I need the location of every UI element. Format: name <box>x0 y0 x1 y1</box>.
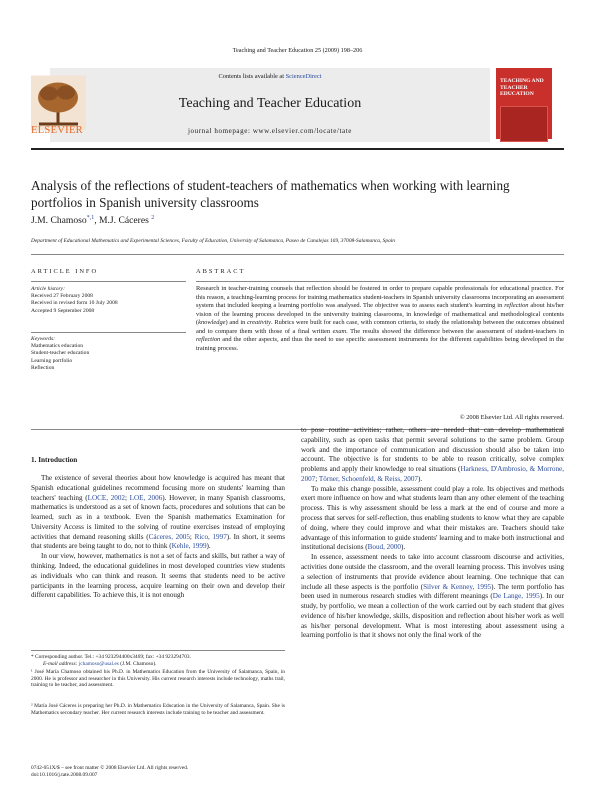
citation-link[interactable]: Cáceres, 2005 <box>148 532 190 541</box>
citation-link[interactable]: Kehle, 1999 <box>171 542 207 551</box>
abstract-text <box>196 285 564 353</box>
paragraph <box>31 474 285 552</box>
cover-title: TEACHING AND TEACHER EDUCATION <box>500 78 544 98</box>
text-run: ; <box>189 532 195 541</box>
history-item: Received 27 February 2008 <box>31 293 93 300</box>
journal-cover-thumbnail <box>496 68 552 139</box>
affiliation: Department of Educational Mathematics and Experimental Sciences, Faculty of Education, University of Salamanca, Paseo de Canalejas 169, 37008-Salamanca, Spain <box>31 238 395 244</box>
text-run: ). <box>418 474 423 483</box>
body-column-right <box>301 426 564 641</box>
text-run: ). The term portfolio has been used in numerous research studies with different meanings ( <box>301 582 565 601</box>
article-history <box>31 286 186 315</box>
author-list <box>31 215 154 226</box>
citation-link[interactable]: LOCE, 2002 <box>87 493 125 502</box>
footnote-rule <box>31 650 285 651</box>
citation-link[interactable]: Harkness, D'Ambrosio, & Morrone, 2007 <box>301 465 565 483</box>
text-run: To make this change possible, assessment could play a role. Its objectives and methods exert more influence on how and what students learn than any other element of the teaching process. This is why assessment should be less a mark at the end of course and more a process that serves for self-reflection, thus enabling students to know what they are capable of doing, where they could improve and what their mistakes are. Teachers should take advantage of this information to guide students' learning and to make both instructional and institutional decisions ( <box>301 484 564 552</box>
text-run: ; <box>124 493 130 502</box>
citation-link[interactable]: Boud, 2000 <box>367 543 401 552</box>
keyword: Mathematics education <box>31 343 84 350</box>
citation-link[interactable]: De Lange, 1995 <box>492 592 540 601</box>
text-run: ). In short, it seems that students are being taught to do, not to think ( <box>31 532 285 551</box>
doi-line[interactable]: doi:10.1016/j.tate.2008.09.007 <box>31 772 98 779</box>
journal-title: Teaching and Teacher Education <box>178 96 362 111</box>
abstract-segment: . The results showed the difference between the assessment of student-teachers in <box>346 327 564 335</box>
text-run: ; <box>315 474 319 483</box>
info-divider <box>31 332 186 333</box>
abstract-heading: ABSTRACT <box>196 268 246 275</box>
footnote: ¹ José María Chamoso obtained his Ph.D. in Mathematics Education from the University of Salamanca, Spain, in 2000. He is professor and researcher in this University. His current research interests include technology, maths trail, training to be teacher, and assessment. <box>31 669 285 689</box>
text-run: ). However, in many Spanish classrooms, mathematics is understood as a set of known facts, procedures and solutions that can be learned, such as in a textbook. Even the Spanish mathematics Examination for University Access is limited to the solving of routine exercises instead of employing activities that demand reasoning skills ( <box>31 493 286 541</box>
abstract-emphasis: exam <box>332 327 347 335</box>
abstract-rule <box>196 281 564 282</box>
text-run: The existence of several theories about how knowledge is acquired has meant that Spanish educational guidelines recommend focusing more on students' learning than teachers' teaching ( <box>31 474 285 502</box>
paragraph: In our view, however, mathematics is not a set of facts and skills, but rather a way of thinking. Indeed, the educational guidelines in most developed countries view students as individuals who can think and reason. It seems that students need to be active participants in the learning process, acquire learning on their own and develop their different capabilities. To achieve this, it is not enough <box>31 552 285 600</box>
citation-link[interactable]: Törner, Schoenfeld, & Reiss, 2007 <box>318 474 418 483</box>
abstract-segment: about his/her vision of the learning process developed in the university training classrooms, in knowledge of mathematical and methodological contents ( <box>196 302 564 327</box>
keyword: Student-teacher education <box>31 350 90 357</box>
article-title: Analysis of the reflections of student-teachers of mathematics when working with learning portfolios in Spanish university classrooms <box>31 178 510 210</box>
citation-link[interactable]: Rico, 1997 <box>194 532 227 541</box>
journal-citation: Teaching and Teacher Education 25 (2009) 198–206 <box>232 47 363 54</box>
email-tail: (J.M. Chamoso). <box>118 661 157 667</box>
abstract-segment: and the other aspects, and thus the need to use specific assessment instruments for the different capabilities being developed in the training process. <box>196 336 564 352</box>
author-footnote-marker[interactable]: *,1 <box>86 215 95 221</box>
text-run: to pose routine activities; rather, others are needed that can develop mathematical capability, such as open tasks that permit several solutions to the same problem. Group work and the importance of communication and discussion should also be taken into account. The objective is for students to be able to reason critically, solve complex problems and apply their knowledge to real situations ( <box>301 426 564 474</box>
text-run: ). In our study, by portfolio, we mean a collection of the work carried out by each student that gives evidence of his/her knowledge, skills, disposition and reflection about his/her work as well as his/her personal development. What is most interesting about assessment using a learning portfolio is that it shows not only the final work of the <box>301 592 564 640</box>
abstract-segment: Research in teacher-training counsels that reflection should be fostered in order to prepare capable professionals for educational practice. For this reason, a teaching-learning process for training mathematics student-teachers in Spanish university classrooms incorporating an assessment system that included keeping a learning portfolio was analysed. The objective was to assess each student's learning in <box>196 285 564 310</box>
keywords-label: Keywords: <box>31 336 56 342</box>
keywords-block <box>31 336 186 372</box>
paragraph <box>301 553 564 641</box>
history-label: Article history: <box>31 286 66 292</box>
footnote: ² María José Cáceres is preparing her Ph.D. in Mathematics Education in the University of Salamanca, Spain. She is Mathematics secondary teacher. Her current research interests include training to be teacher and assessment. <box>31 703 285 716</box>
sciencedirect-link[interactable]: ScienceDirect <box>285 73 322 80</box>
keyword: Learning portfolio <box>31 357 73 364</box>
abstract-segment: . Rubrics were built for each case, with common criteria, to study the relationship between the outcomes obtained and to compare them with those of a final written <box>196 319 564 335</box>
history-item: Accepted 9 September 2008 <box>31 307 95 314</box>
article-info-heading: ARTICLE INFO <box>31 268 99 275</box>
journal-homepage[interactable]: journal homepage: www.elsevier.com/locate/tate <box>188 127 352 135</box>
abstract-segment: ) and in <box>225 319 248 327</box>
text-run: ). <box>206 542 211 551</box>
history-item: Received in revised form 10 July 2008 <box>31 300 118 307</box>
citation-link[interactable]: LOE, 2006 <box>129 493 163 502</box>
issn-block <box>31 765 188 780</box>
keyword: Reflection <box>31 364 55 371</box>
contents-line <box>50 73 490 80</box>
section-heading: 1. Introduction <box>31 456 78 464</box>
author-name: J.M. Chamoso <box>31 215 87 227</box>
abstract-copyright: © 2008 Elsevier Ltd. All rights reserved. <box>459 414 564 421</box>
abstract-emphasis: knowledge <box>198 319 226 327</box>
cover-image <box>500 106 548 142</box>
email-label: E-mail address: <box>43 661 79 667</box>
abstract-emphasis: creativity <box>247 319 271 327</box>
author-footnote-marker[interactable]: 2 <box>151 215 155 221</box>
paragraph <box>301 426 564 485</box>
abstract-emphasis: reflection <box>504 302 529 310</box>
author-separator: , <box>94 215 99 227</box>
body-column-left <box>31 474 285 601</box>
author-name: M.J. Cáceres <box>99 215 149 227</box>
issn-line: 0742-051X/$ – see front matter © 2008 Elsevier Ltd. All rights reserved. <box>31 765 189 771</box>
section-rule <box>31 254 564 255</box>
info-rule <box>31 281 186 282</box>
paragraph <box>301 485 564 553</box>
email-link[interactable]: jchamoso@usal.es <box>78 661 119 667</box>
citation-link[interactable]: Silver & Kenney, 1995 <box>423 582 492 591</box>
text-run: In essence, assessment needs to take into account classroom discourse and activities, activities done outside the classroom, and the overall learning process. This involves using a selection of instruments that provide evidence about learning. One technique that can include all these aspects is the portfolio ( <box>301 553 564 591</box>
publisher-name: ELSEVIER <box>31 125 83 136</box>
contents-prefix: Contents lists available at <box>218 73 286 80</box>
text-run: ). <box>400 543 406 552</box>
footnote: * Corresponding author. Tel.: +34 923294400x3469; fax: +34 923294703. <box>31 654 191 660</box>
header-rule <box>31 148 564 150</box>
footnote-email <box>31 661 285 668</box>
abstract-emphasis: reflection <box>196 336 221 344</box>
